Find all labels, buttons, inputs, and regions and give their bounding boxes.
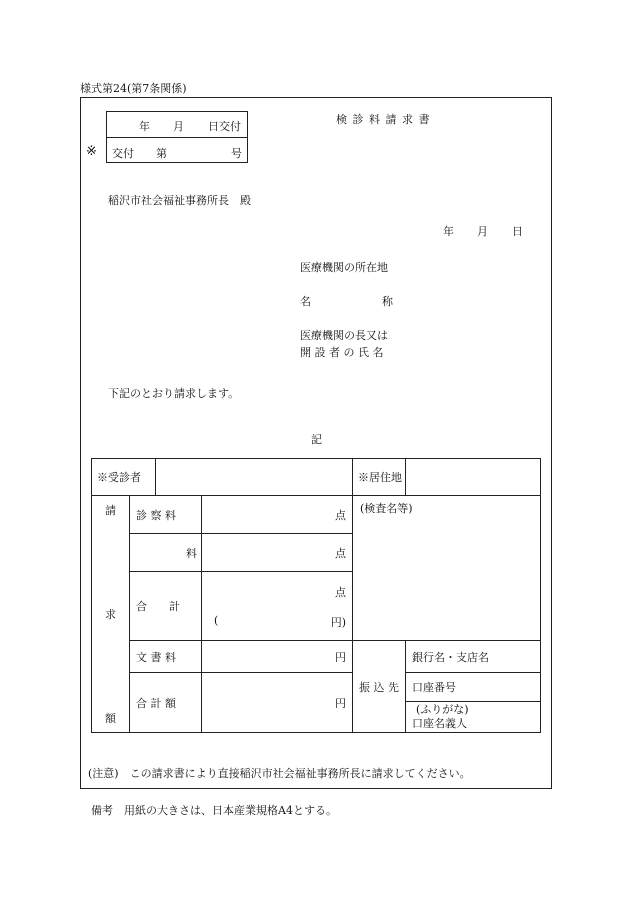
exam-fee-label: 診 察 料 bbox=[136, 508, 176, 522]
issue-label: 交付 bbox=[112, 147, 134, 160]
account-no-cell bbox=[406, 673, 541, 702]
total-value bbox=[202, 572, 353, 641]
page-title: 検 診 料 請 求 書 bbox=[336, 113, 431, 126]
paren-close: 円) bbox=[330, 616, 346, 629]
patient-label-cell bbox=[92, 459, 156, 496]
doc-fee-value bbox=[202, 641, 353, 673]
name-label-2: 称 bbox=[382, 295, 393, 308]
head-label-1: 医療機関の長又は bbox=[300, 329, 388, 342]
side-label-top: 請 bbox=[105, 504, 116, 517]
patient-label: ※受診者 bbox=[97, 471, 141, 484]
exam-name-cell bbox=[353, 496, 541, 641]
table-row bbox=[92, 641, 541, 673]
doc-fee-label: 文 書 料 bbox=[136, 650, 176, 664]
exam-name-label: (検査名等) bbox=[360, 502, 413, 515]
furigana-label: (ふりがな) bbox=[416, 703, 469, 716]
exam-fee-label-cell bbox=[130, 496, 202, 534]
side-label-cell bbox=[92, 496, 130, 733]
side-label-bottom: 額 bbox=[105, 712, 116, 725]
date-day: 日 bbox=[512, 225, 523, 238]
total-label-cell bbox=[130, 572, 202, 641]
issue-year: 年 bbox=[139, 120, 150, 133]
date-year: 年 bbox=[443, 225, 454, 238]
transfer-label-cell bbox=[353, 641, 406, 733]
total-label: 合 計 bbox=[136, 600, 180, 613]
paren-open: ( bbox=[214, 614, 219, 627]
request-text: 下記のとおり請求します。 bbox=[108, 387, 240, 400]
address-label: 医療機関の所在地 bbox=[300, 261, 388, 274]
bank-cell bbox=[406, 641, 541, 673]
table-row bbox=[92, 496, 541, 534]
total-amount-value bbox=[202, 673, 353, 733]
issue-number-suffix: 号 bbox=[231, 147, 242, 160]
holder-label: 口座名義人 bbox=[412, 717, 467, 730]
patient-value-cell bbox=[156, 459, 353, 496]
record-heading: 記 bbox=[311, 433, 322, 446]
table-row bbox=[92, 459, 541, 496]
residence-label-cell bbox=[353, 459, 406, 496]
side-label-middle: 求 bbox=[105, 608, 116, 621]
bank-label: 銀行名・支店名 bbox=[412, 650, 489, 664]
form-number: 様式第24(第7条関係) bbox=[80, 82, 187, 95]
holder-cell bbox=[406, 702, 541, 733]
addressee: 稲沢市社会福祉事務所長 殿 bbox=[108, 194, 251, 207]
total-amount-label: 合 計 額 bbox=[136, 696, 176, 710]
transfer-label: 振 込 先 bbox=[359, 680, 399, 694]
remarks: 備考 用紙の大きさは、日本産業規格A4とする。 bbox=[91, 804, 337, 817]
issue-box-divider bbox=[107, 137, 247, 138]
date-month: 月 bbox=[477, 225, 488, 238]
fee-label-cell bbox=[130, 534, 202, 572]
doc-fee-label-cell bbox=[130, 641, 202, 673]
fee-value bbox=[202, 534, 353, 572]
issue-month: 月 bbox=[173, 120, 184, 133]
name-label-1: 名 bbox=[300, 295, 311, 308]
exam-fee-value bbox=[202, 496, 353, 534]
unit-points: 点 bbox=[335, 586, 346, 599]
residence-label: ※居住地 bbox=[358, 471, 402, 484]
residence-value-cell bbox=[406, 459, 541, 496]
unit-points: 点 bbox=[335, 508, 346, 522]
unit-yen: 円 bbox=[335, 650, 346, 664]
note: (注意) この請求書により直接稲沢市社会福祉事務所長に請求してください。 bbox=[88, 767, 471, 780]
unit-yen: 円 bbox=[335, 696, 346, 710]
unit-points: 点 bbox=[335, 546, 346, 560]
issue-number-prefix: 第 bbox=[156, 147, 167, 160]
table-row bbox=[92, 673, 541, 702]
account-no-label: 口座番号 bbox=[412, 681, 456, 694]
fee-label: 料 bbox=[186, 546, 197, 560]
head-label-2: 開 設 者 の 氏 名 bbox=[300, 346, 384, 359]
issue-mark: ※ bbox=[86, 144, 97, 159]
billing-table bbox=[91, 458, 541, 733]
issue-day: 日交付 bbox=[208, 120, 241, 133]
total-amount-label-cell bbox=[130, 673, 202, 733]
